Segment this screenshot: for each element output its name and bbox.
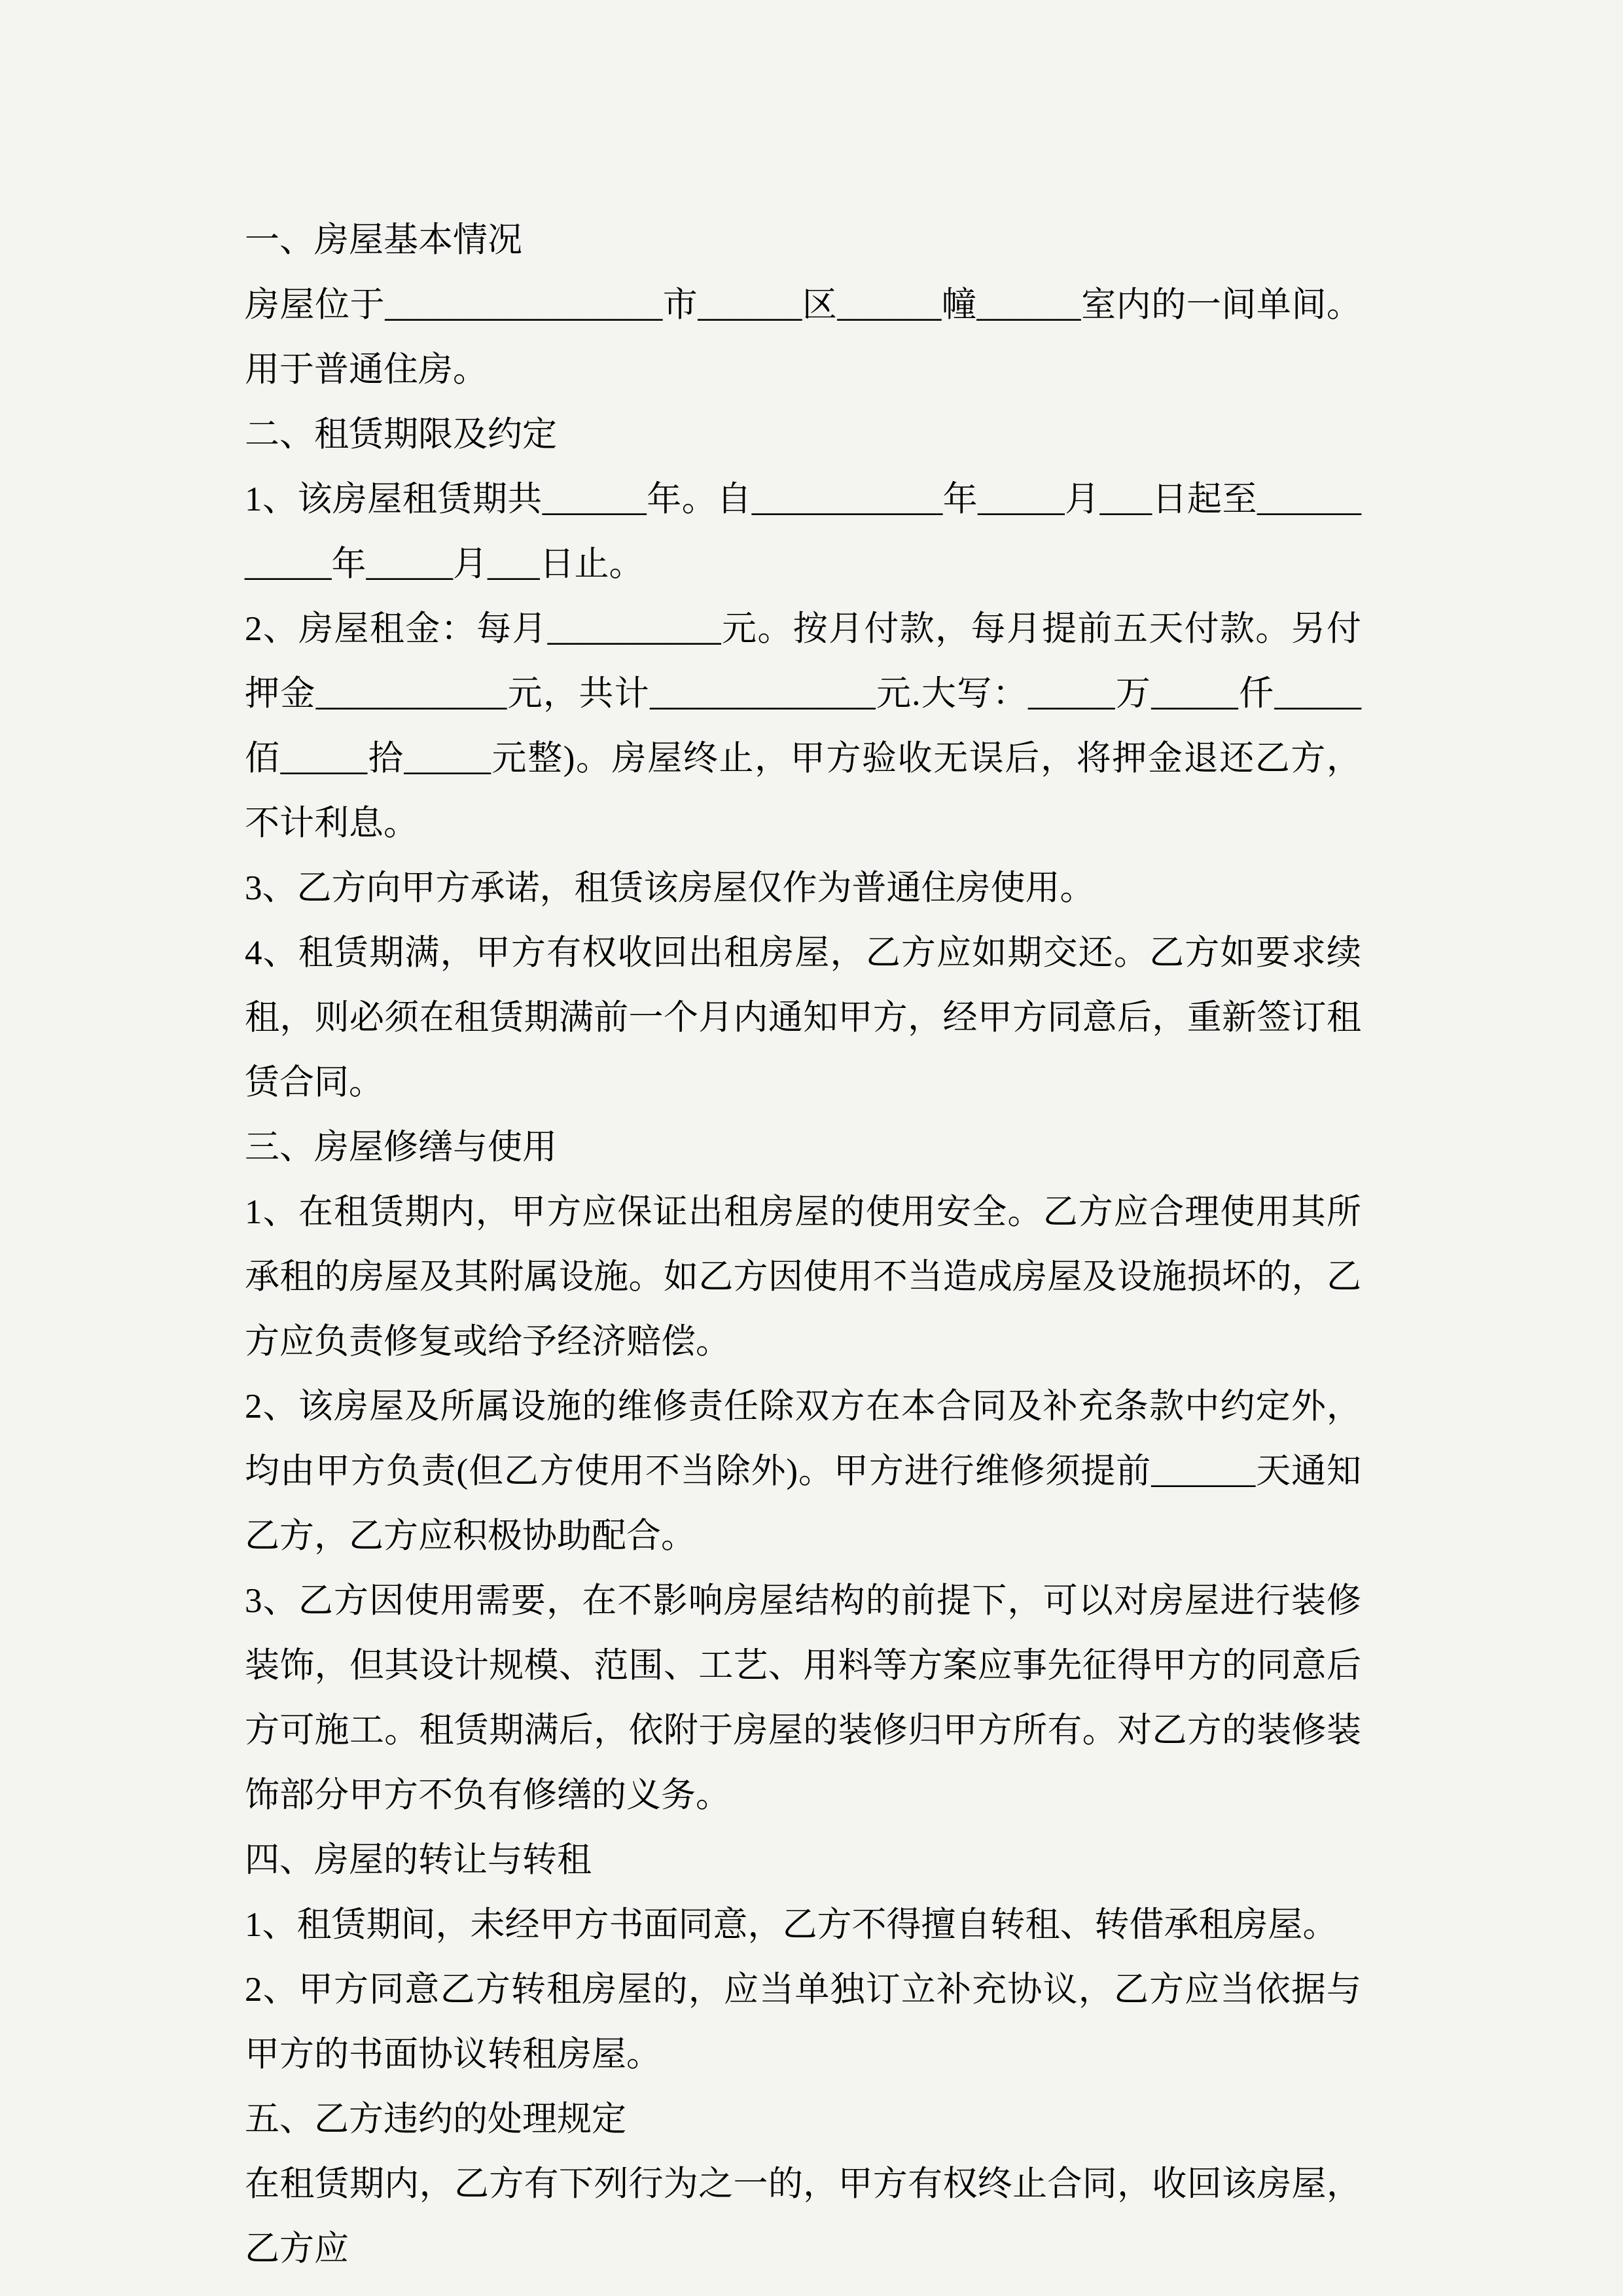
para-breach-intro: 在租赁期内，乙方有下列行为之一的，甲方有权终止合同，收回该房屋，乙方应 [245, 2165, 1361, 2268]
section-heading-transfer-sublet: 四、房屋的转让与转租 [245, 1841, 592, 1879]
contract-document [245, 208, 1361, 2282]
section-heading-repair-use: 三、房屋修缮与使用 [245, 1128, 557, 1166]
para-house-location: 房屋位于________________市______区______幢______室内的一间单间。用于普通住房。 [245, 286, 1361, 389]
para-renovation: 3、乙方因使用需要，在不影响房屋结构的前提下，可以对房屋进行装修装饰，但其设计规模、范围、工艺、用料等方案应事先征得甲方的同意后方可施工。租赁期满后，依附于房屋的装修归甲方所有。对乙方的装修装饰部分甲方不负有修缮的义务。 [245, 1582, 1361, 1814]
para-safety-maintenance: 1、在租赁期内，甲方应保证出租房屋的使用安全。乙方应合理使用其所承租的房屋及其附属设施。如乙方因使用不当造成房屋及设施损坏的，乙方应负责修复或给予经济赔偿。 [245, 1193, 1361, 1361]
para-lease-expiry: 4、租赁期满，甲方有权收回出租房屋，乙方应如期交还。乙方如要求续租，则必须在租赁期满前一个月内通知甲方，经甲方同意后，重新签订租赁合同。 [245, 934, 1361, 1102]
para-rent-deposit: 2、房屋租金：每月__________元。按月付款，每月提前五天付款。另付押金___________元，共计_____________元.大写：_____万_____仟_____佰_____拾_____元整)。房屋终止，甲方验收无误后，将押金退还乙方，不计利息。 [245, 610, 1361, 842]
para-lease-term: 1、该房屋租赁期共______年。自___________年_____月___日起至___________年_____月___日止。 [245, 480, 1361, 583]
section-heading-breach: 五、乙方违约的处理规定 [245, 2100, 626, 2138]
para-sublet-agreement: 2、甲方同意乙方转租房屋的，应当单独订立补充协议，乙方应当依据与甲方的书面协议转租房屋。 [245, 1971, 1361, 2073]
para-repair-responsibility: 2、该房屋及所属设施的维修责任除双方在本合同及补充条款中约定外，均由甲方负责(但乙方使用不当除外)。甲方进行维修须提前______天通知乙方，乙方应积极协助配合。 [245, 1388, 1361, 1555]
section-heading-basic-info: 一、房屋基本情况 [245, 221, 522, 259]
section-heading-lease-term: 二、租赁期限及约定 [245, 416, 557, 454]
para-usage-promise: 3、乙方向甲方承诺，租赁该房屋仅作为普通住房使用。 [245, 869, 1095, 907]
para-no-sublet: 1、租赁期间，未经甲方书面同意，乙方不得擅自转租、转借承租房屋。 [245, 1906, 1338, 1944]
